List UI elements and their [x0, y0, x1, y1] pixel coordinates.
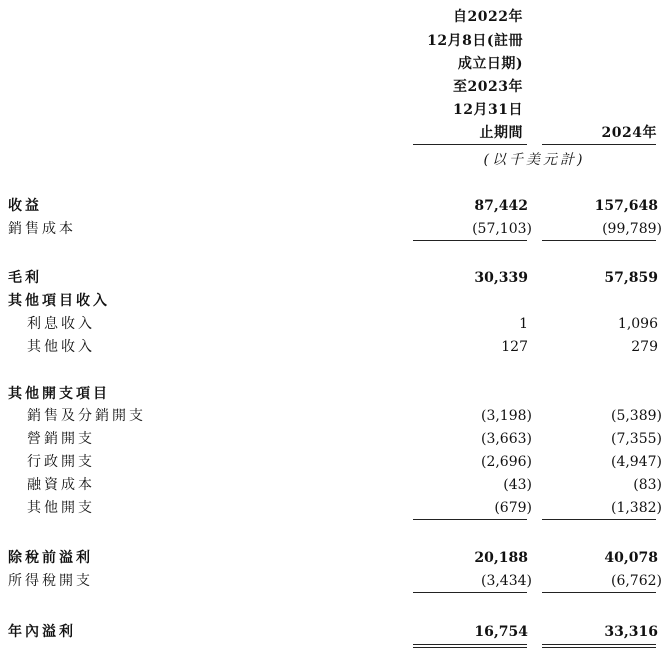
- row-label: 其他項目收入: [8, 293, 110, 309]
- row-value-col2: (4,947): [610, 454, 662, 470]
- row-value-col2: (7,355): [610, 431, 662, 447]
- row-value-col2: (6,762): [610, 573, 662, 589]
- section-header-row: [0, 291, 667, 311]
- section-header-row: [0, 384, 667, 404]
- row-value-col1: (43): [503, 477, 532, 493]
- row-label: 銷售成本: [8, 221, 76, 237]
- row-value-col2: (5,389): [610, 408, 662, 424]
- row-label: 行政開支: [27, 454, 95, 470]
- row-value-col2: 40,078: [604, 550, 658, 566]
- table-row: [0, 548, 667, 568]
- row-label: 銷售及分銷開支: [27, 408, 146, 424]
- table-row: [0, 406, 667, 426]
- row-value-col1: 30,339: [474, 270, 528, 286]
- table-row: [0, 196, 667, 216]
- total-rule-bottom: [542, 647, 656, 648]
- row-value-col1: 127: [501, 339, 528, 355]
- total-rule-top: [542, 644, 656, 645]
- col1-header-line-6: 止期間: [479, 125, 523, 141]
- row-value-col2: 157,648: [594, 198, 658, 214]
- table-row: [0, 498, 667, 518]
- row-value-col2: (83): [633, 477, 662, 493]
- table-row: [0, 475, 667, 495]
- row-value-col1: (57,103): [472, 221, 532, 237]
- row-value-col2: 1,096: [617, 316, 658, 332]
- row-value-col1: 16,754: [474, 624, 528, 640]
- col1-header-rule: [413, 144, 527, 145]
- row-label: 其他開支: [27, 500, 95, 516]
- table-row: [0, 219, 667, 239]
- row-label: 所得稅開支: [8, 573, 93, 589]
- row-value-col1: (2,696): [480, 454, 532, 470]
- table-row: [0, 452, 667, 472]
- subtotal-rule: [542, 592, 656, 593]
- table-row: [0, 337, 667, 357]
- row-label: 除稅前溢利: [8, 550, 93, 566]
- row-label: 收益: [8, 198, 42, 214]
- table-row: [0, 622, 667, 642]
- table-row: [0, 429, 667, 449]
- row-label: 利息收入: [27, 316, 95, 332]
- col1-header-line-2: 12月8日(註冊: [427, 33, 523, 49]
- total-rule-top: [413, 644, 527, 645]
- table-row: [0, 571, 667, 591]
- row-value-col1: (679): [494, 500, 532, 516]
- row-value-col1: (3,198): [480, 408, 532, 424]
- subtotal-rule: [413, 519, 527, 520]
- row-label: 毛利: [8, 270, 42, 286]
- col1-header-line-5: 12月31日: [453, 102, 523, 118]
- row-value-col2: 33,316: [604, 624, 658, 640]
- row-value-col1: 20,188: [474, 550, 528, 566]
- subtotal-rule: [542, 240, 656, 241]
- subtotal-rule: [413, 240, 527, 241]
- row-label: 年內溢利: [8, 624, 76, 640]
- row-value-col2: (1,382): [610, 500, 662, 516]
- row-value-col1: (3,663): [480, 431, 532, 447]
- row-label: 融資成本: [27, 477, 95, 493]
- row-value-col1: (3,434): [480, 573, 532, 589]
- row-label: 其他開支項目: [8, 386, 110, 402]
- row-value-col1: 87,442: [474, 198, 528, 214]
- col2-header-rule: [542, 144, 656, 145]
- row-label: 營銷開支: [27, 431, 95, 447]
- table-row: [0, 314, 667, 334]
- subtotal-rule: [542, 519, 656, 520]
- units-label: (以千美元計): [483, 152, 586, 168]
- subtotal-rule: [413, 592, 527, 593]
- row-value-col2: 279: [631, 339, 658, 355]
- col2-header: 2024年: [601, 125, 657, 141]
- col1-header-line-3: 成立日期): [457, 56, 523, 72]
- row-value-col1: 1: [519, 316, 528, 332]
- row-value-col2: 57,859: [604, 270, 658, 286]
- table-row: [0, 268, 667, 288]
- col1-header-line-4: 至2023年: [453, 79, 523, 95]
- col1-header-line-1: 自2022年: [453, 9, 523, 25]
- row-value-col2: (99,789): [602, 221, 662, 237]
- row-label: 其他收入: [27, 339, 95, 355]
- total-rule-bottom: [413, 647, 527, 648]
